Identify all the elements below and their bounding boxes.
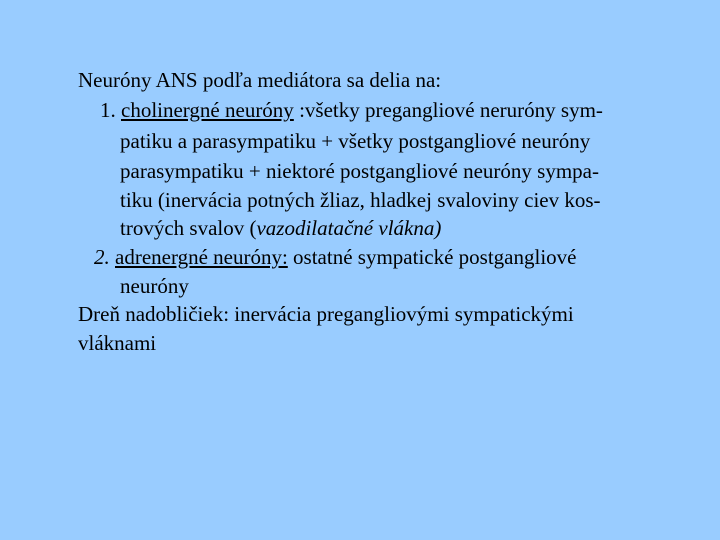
list-item-1-text-4: tiku (inervácia potných žliaz, hladkej svaloviny ciev kos-: [120, 188, 601, 212]
list-item-1-line-2: [120, 129, 590, 153]
list-item-1-italic-note: vazodilatačné vlákna): [256, 216, 442, 240]
list-item-2-text: ostatné sympatické postgangliové: [287, 245, 577, 269]
closing-line-2: [78, 331, 156, 355]
list-item-1-term: cholinergné neuróny: [121, 98, 294, 122]
list-item-1-number: 1.: [100, 98, 116, 122]
closing-text-2: vláknami: [78, 331, 157, 355]
list-item-2-line-1: [94, 245, 577, 269]
closing-line-1: [78, 302, 574, 326]
list-item-1-text-3: parasympatiku + niektoré postgangliové neuróny sympa-: [120, 159, 599, 183]
list-item-1-text: :všetky pregangliové neruróny sym-: [293, 98, 603, 122]
intro-text: Neuróny ANS podľa mediátora sa delia na:: [78, 68, 442, 92]
list-item-1-line-3: [120, 159, 599, 183]
list-item-1-line-5: [120, 216, 441, 240]
closing-text-1: Dreň nadobličiek: inervácia pregangliovými sympatickými: [78, 302, 574, 326]
list-item-2-number: 2.: [94, 245, 110, 269]
list-item-2-line-2: [120, 274, 189, 298]
list-item-2-term: adrenergné neuróny:: [115, 245, 288, 269]
list-item-1-line-4: [120, 188, 601, 212]
list-item-1-line-1: [100, 98, 603, 122]
list-item-2-text-2: neuróny: [120, 274, 189, 298]
intro-line: [78, 68, 441, 92]
list-item-1-text-2: patiku a parasympatiku + všetky postgangliové neuróny: [120, 129, 591, 153]
list-item-1-text-5: trových svalov (: [120, 216, 257, 240]
